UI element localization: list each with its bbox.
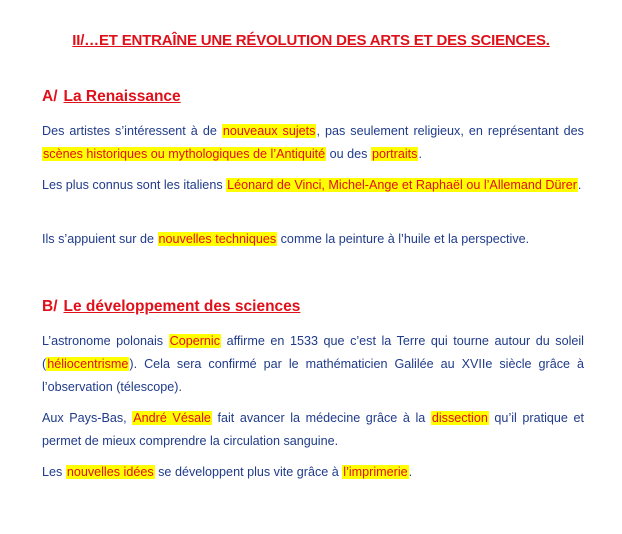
highlighted-text: dissection	[431, 411, 488, 425]
highlighted-text: André Vésale	[133, 411, 211, 425]
section-heading-text: La Renaissance	[63, 88, 181, 105]
text-run: ). Cela sera confirmé par le mathématicien Galilée au XVIIe siècle grâce à l’observation (télescope).	[42, 357, 584, 394]
text-run: se développent plus vite grâce à	[154, 465, 343, 479]
highlighted-text: nouveaux sujets	[222, 124, 316, 138]
paragraph	[42, 228, 584, 251]
paragraph	[42, 407, 584, 453]
text-run: .	[577, 178, 582, 192]
text-run: , pas seulement religieux, en représentant des	[316, 124, 584, 138]
text-run: affirme en 1533 que c’est la Terre qui tourne autour du soleil (	[42, 334, 584, 371]
text-run: .	[408, 465, 413, 479]
text-run: ou des	[326, 147, 371, 161]
text-run: .	[418, 147, 422, 161]
text-run: fait avancer la médecine grâce à la	[211, 411, 431, 425]
paragraph	[42, 120, 584, 166]
section-heading-sciences	[42, 298, 300, 316]
text-run: Aux Pays-Bas,	[42, 411, 133, 425]
paragraph	[42, 461, 584, 484]
section-label: A/	[42, 88, 58, 105]
text-run: Des artistes s’intéressent à de	[42, 124, 222, 138]
section-label: B/	[42, 298, 58, 315]
text-run: qu’il pratique et permet de mieux comprendre la circulation sanguine.	[42, 411, 584, 448]
highlighted-text: portraits	[371, 147, 418, 161]
text-run: Les plus connus sont les italiens	[42, 178, 227, 192]
section-heading-text: Le développement des sciences	[63, 298, 301, 315]
highlighted-text: Copernic	[169, 334, 221, 348]
highlighted-text: Léonard de Vinci, Michel-Ange et Raphaël ou l’Allemand Dürer	[227, 178, 577, 192]
page-title: II/…ET ENTRAÎNE UNE RÉVOLUTION DES ARTS ET DES SCIENCES.	[72, 32, 550, 49]
text-run: Ils s’appuient sur de	[42, 232, 158, 246]
highlighted-text: nouvelles techniques	[158, 232, 277, 246]
paragraph	[42, 174, 584, 197]
paragraph	[42, 330, 584, 399]
text-run: Les	[42, 465, 66, 479]
highlighted-text: héliocentrisme	[47, 357, 129, 371]
highlighted-text: l’imprimerie	[343, 465, 408, 479]
text-run: L’astronome polonais	[42, 334, 169, 348]
highlighted-text: scènes historiques ou mythologiques de l’Antiquité	[43, 147, 326, 161]
text-run: comme la peinture à l’huile et la perspective.	[277, 232, 530, 246]
section-heading-renaissance	[42, 88, 181, 106]
highlighted-text: nouvelles idées	[66, 465, 154, 479]
